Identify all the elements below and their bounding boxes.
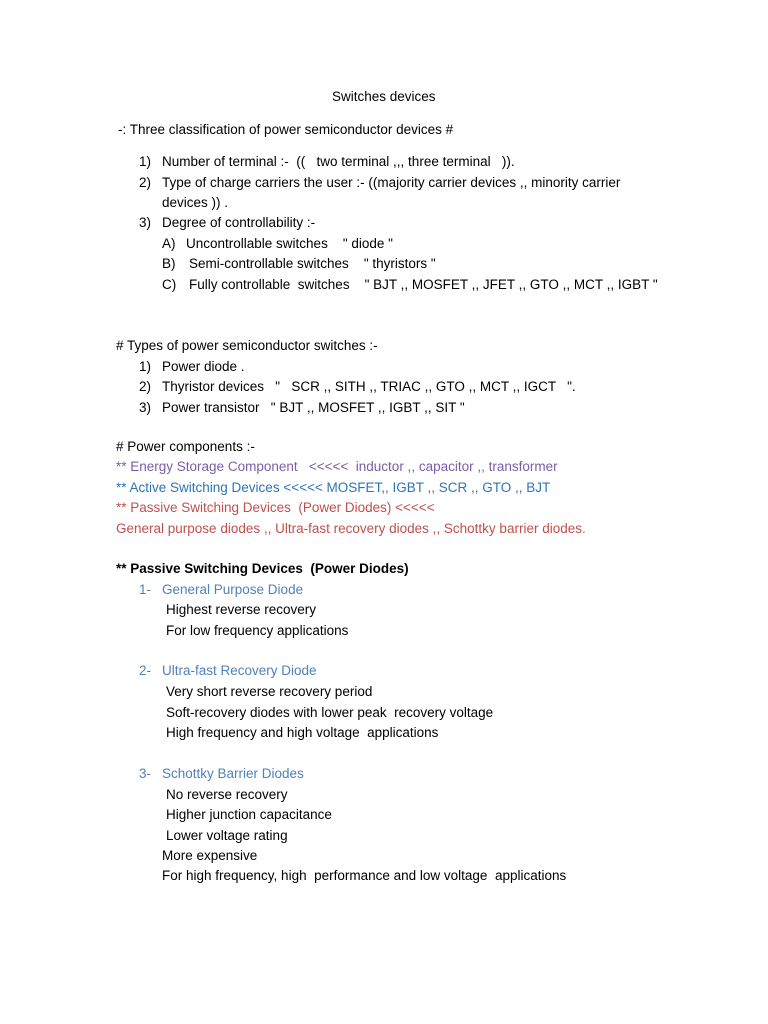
- active-switching-line: ** Active Switching Devices <<<<< MOSFET,, IGBT ,, SCR ,, GTO ,, BJT: [116, 480, 551, 495]
- passive-diodes-list: General purpose diodes ,, Ultra-fast recovery diodes ,, Schottky barrier diodes.: [116, 521, 586, 536]
- energy-storage-line: ** Energy Storage Component <<<<< inductor ,, capacitor ,, transformer: [116, 459, 558, 474]
- diode-feature: Higher junction capacitance: [166, 807, 332, 822]
- diode-name: Ultra-fast Recovery Diode: [162, 663, 317, 678]
- diode-feature: Very short reverse recovery period: [166, 684, 373, 699]
- list-item: Number of terminal :- (( two terminal ,,, three terminal )).: [162, 154, 515, 169]
- diode-feature: More expensive: [162, 848, 258, 863]
- sub-item-letter: A): [162, 236, 176, 251]
- passive-switching-line: ** Passive Switching Devices (Power Diodes) <<<<<: [116, 500, 435, 515]
- list-item: Power transistor " BJT ,, MOSFET ,, IGBT ,, SIT ": [162, 400, 465, 415]
- diode-feature: Lower voltage rating: [166, 828, 288, 843]
- diode-feature: No reverse recovery: [166, 787, 288, 802]
- passive-section-heading: ** Passive Switching Devices (Power Diodes): [116, 561, 409, 576]
- list-item: Power diode .: [162, 359, 245, 374]
- diode-number: 2-: [139, 663, 152, 678]
- document-title: Switches devices: [332, 89, 436, 104]
- diode-feature: For low frequency applications: [166, 623, 349, 638]
- list-item-continuation: devices )) .: [162, 195, 229, 210]
- sub-item: Uncontrollable switches " diode ": [186, 236, 393, 251]
- list-item: Type of charge carriers the user :- ((majority carrier devices ,, minority carrier: [162, 175, 621, 190]
- sub-item: Semi-controllable switches " thyristors ": [189, 256, 436, 271]
- diode-feature: Highest reverse recovery: [166, 602, 317, 617]
- sub-item-letter: B): [162, 256, 176, 271]
- diode-feature: High frequency and high voltage applications: [166, 725, 439, 740]
- classification-heading: -: Three classification of power semiconductor devices #: [118, 122, 454, 137]
- list-item: Degree of controllability :-: [162, 215, 316, 230]
- types-heading: # Types of power semiconductor switches :-: [116, 338, 378, 353]
- list-item-number: 2): [139, 175, 152, 190]
- list-item-number: 3): [139, 400, 152, 415]
- list-item-number: 1): [139, 154, 152, 169]
- list-item-number: 2): [139, 379, 152, 394]
- diode-name: Schottky Barrier Diodes: [162, 766, 304, 781]
- list-item-number: 3): [139, 215, 152, 230]
- diode-name: General Purpose Diode: [162, 582, 304, 597]
- list-item-number: 1): [139, 359, 152, 374]
- components-heading: # Power components :-: [116, 439, 255, 454]
- diode-number: 3-: [139, 766, 152, 781]
- diode-feature: For high frequency, high performance and low voltage applications: [162, 868, 567, 883]
- list-item: Thyristor devices " SCR ,, SITH ,, TRIAC ,, GTO ,, MCT ,, IGCT ".: [162, 379, 576, 394]
- diode-feature: Soft-recovery diodes with lower peak recovery voltage: [166, 705, 494, 720]
- sub-item-letter: C): [162, 277, 177, 292]
- diode-number: 1-: [139, 582, 152, 597]
- sub-item: Fully controllable switches " BJT ,, MOSFET ,, JFET ,, GTO ,, MCT ,, IGBT ": [189, 277, 658, 292]
